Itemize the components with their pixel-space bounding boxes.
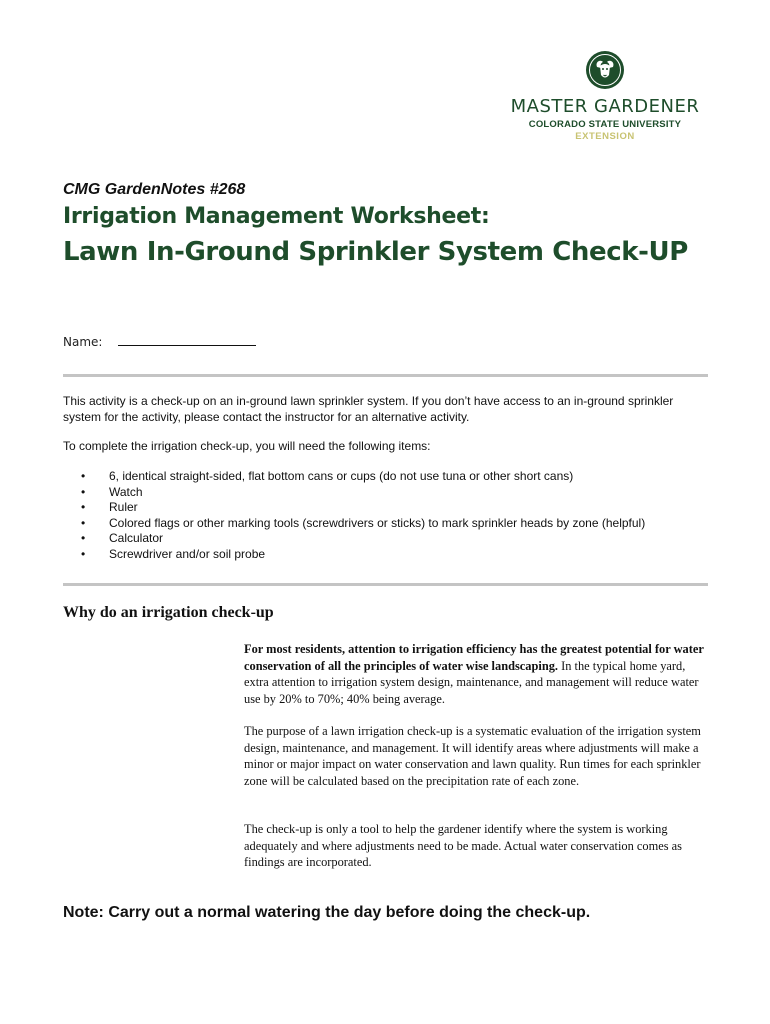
csu-ram-seal-icon — [585, 50, 625, 90]
list-item: • Screwdriver and/or soil probe — [81, 546, 266, 561]
master-gardener-logo — [500, 50, 710, 142]
list-item: • Ruler — [81, 500, 138, 515]
list-item: • Watch — [81, 484, 143, 499]
note-text: Note: Carry out a normal watering the day before doing the check-up. — [63, 904, 591, 921]
bullet-icon: • — [81, 515, 86, 530]
logo-title: MASTER GARDENER — [510, 96, 700, 117]
bullet-icon: • — [81, 469, 86, 483]
name-blank-line[interactable] — [118, 333, 256, 346]
intro-paragraph: This activity is a check-up on an in-ground lawn sprinkler system. If you don’t have access to an in-ground sprinkler system for the activity, please contact the instructor for an alternative activity. — [63, 394, 674, 424]
list-item: • 6, identical straight-sided, flat bottom cans or cups (do not use tuna or other short cans) — [81, 469, 574, 483]
bullet-icon: • — [81, 484, 86, 499]
paragraph-purpose: The purpose of a lawn irrigation check-up is a systematic evaluation of the irrigation system design, maintenance, and management. It will identify areas where adjustments will make a minor or major impact on water conservation and lawn quality. Run times for each sprinkler zone will be calculated based on the precipitation rate of each zone. — [244, 724, 701, 788]
series-label: CMG GardenNotes #268 — [63, 181, 246, 198]
section-heading: Why do an irrigation check-up — [63, 604, 274, 621]
paragraph-continuation: In the typical home yard, extra attention to irrigation system design, maintenance, and management will reduce water use by 20% to 70%; 40% being average. — [244, 658, 699, 706]
logo-university: COLORADO STATE UNIVERSITY — [528, 119, 682, 130]
paragraph-tool: The check-up is only a tool to help the gardener identify where the system is working adequately and where adjustments need to be made. Actual water conservation comes as findings are incorporated. — [244, 822, 682, 869]
list-item: • Calculator — [81, 531, 164, 546]
items-intro: To complete the irrigation check-up, you will need the following items: — [63, 439, 431, 453]
items-list — [81, 469, 645, 563]
list-item: • Colored flags or other marking tools (screwdrivers or sticks) to mark sprinkler heads by zone (helpful) — [81, 515, 646, 530]
name-field-row — [63, 333, 256, 349]
logo-extension: EXTENSION — [575, 131, 635, 142]
bullet-icon: • — [81, 531, 86, 546]
bullet-icon: • — [81, 500, 86, 515]
document-title: Irrigation Management Worksheet: — [63, 204, 490, 229]
bullet-icon: • — [81, 546, 86, 561]
divider-top — [63, 374, 708, 377]
divider-middle — [63, 583, 708, 586]
name-label: Name: — [63, 335, 103, 349]
document-subtitle: Lawn In-Ground Sprinkler System Check-UP — [63, 237, 688, 267]
paragraph-lead-bold: For most residents, attention to irrigation efficiency has the greatest potential for water conservation of all the principles of water wise landscaping. — [244, 642, 704, 673]
paragraph-water-conservation — [244, 641, 704, 707]
